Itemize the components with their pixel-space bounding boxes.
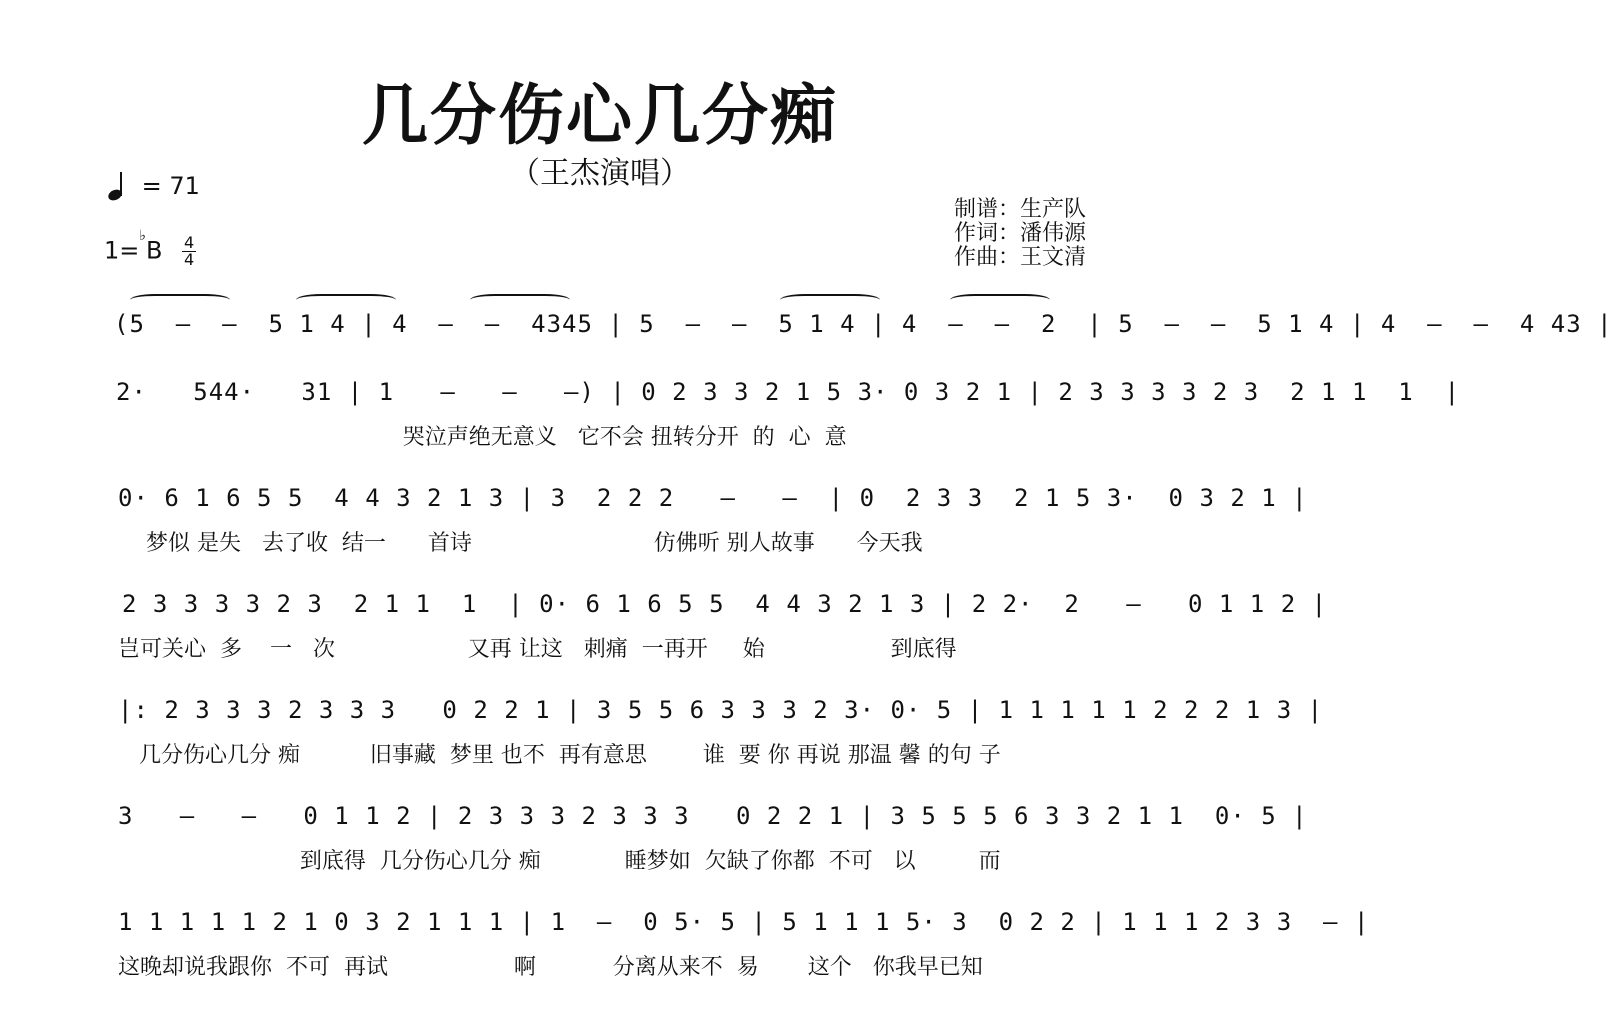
tempo-equals: = [141, 172, 162, 200]
time-top: 4 [184, 233, 195, 252]
lyrics-line: 到底得 几分伤心几分 痴 睡梦如 欠缺了你都 不可 以 而 [118, 849, 1001, 874]
lyrics-line: 几分伤心几分 痴 旧事藏 梦里 也不 再有意思 谁 要 你 再说 那温 馨 的句 子 [118, 743, 1001, 768]
slur-mark [780, 294, 880, 306]
key-signature [104, 227, 196, 269]
slur-mark [296, 294, 396, 306]
score-system-3 [0, 478, 1308, 558]
notation-line: 0· 6 1 6 5 5 4 4 3 2 1 3 | 3 2 2 2 – – | 0 2 3 3 2 1 5 3· 0 3 2 1 | [118, 484, 1308, 512]
slur-mark [130, 294, 230, 306]
tempo-value: 71 [169, 172, 200, 200]
notation-line: |: 2 3 3 3 2 3 3 3 0 2 2 1 | 3 5 5 6 3 3 3 2 3· 0· 5 | 1 1 1 1 1 2 2 2 1 3 | [118, 696, 1324, 724]
time-signature [182, 233, 196, 269]
score-system-5 [0, 690, 1324, 770]
notation-line: 3 – – 0 1 1 2 | 2 3 3 3 2 3 3 3 0 2 2 1 | 3 5 5 5 6 3 3 2 1 1 0· 5 | [118, 802, 1308, 830]
page-subtitle: （王杰演唱） [510, 156, 690, 191]
notation-line: (5 – – 5 1 4 | 4 – – 4345 | 5 – – 5 1 4 | 4 – – 2 | 5 – – 5 1 4 | 4 – – 4 43 | [114, 310, 1613, 338]
notation-line: 2· 544· 31 | 1 – – –) | 0 2 3 3 2 1 5 3· 0 3 2 1 | 2 3 3 3 3 2 3 2 1 1 1 | [116, 378, 1461, 406]
quarter-note-icon [104, 170, 134, 204]
credit-transcriber: 制谱：生产队 [954, 197, 1087, 222]
score-system-4 [0, 584, 1328, 664]
score-system-7 [0, 902, 1370, 982]
lyrics-line: 哭泣声绝无意义 它不会 扭转分开 的 心 意 [116, 425, 847, 450]
notation-line: 2 3 3 3 3 2 3 2 1 1 1 | 0· 6 1 6 5 5 4 4 3 2 1 3 | 2 2· 2 – 0 1 1 2 | [122, 590, 1328, 618]
credits [954, 198, 1086, 270]
credit-lyricist: 作词：潘伟源 [954, 221, 1087, 246]
flat-sign: ♭ [139, 227, 146, 244]
lyrics-line: 这晚却说我跟你 不可 再试 啊 分离从来不 易 这个 你我早已知 [118, 955, 983, 980]
notation-line: 1 1 1 1 1 2 1 0 3 2 1 1 1 | 1 – 0 5· 5 | 5 1 1 1 5· 3 0 2 2 | 1 1 1 2 3 3 – | [118, 908, 1370, 936]
score-system-6 [0, 796, 1308, 876]
key-note: B [146, 236, 163, 265]
tempo-marking [104, 170, 200, 204]
credit-composer: 作曲：王文清 [954, 245, 1087, 270]
page-title: 几分伤心几分痴 [362, 77, 838, 154]
time-bottom: 4 [184, 250, 195, 269]
score-system-2 [0, 372, 1461, 452]
key-prefix: 1= [104, 236, 140, 265]
lyrics-line: 梦似 是失 去了收 结一 首诗 仿佛听 别人故事 今天我 [118, 531, 923, 556]
slur-mark [470, 294, 570, 306]
lyrics-line: 岂可关心 多 一 次 又再 让这 刺痛 一再开 始 到底得 [118, 637, 957, 662]
slur-mark [950, 294, 1050, 306]
